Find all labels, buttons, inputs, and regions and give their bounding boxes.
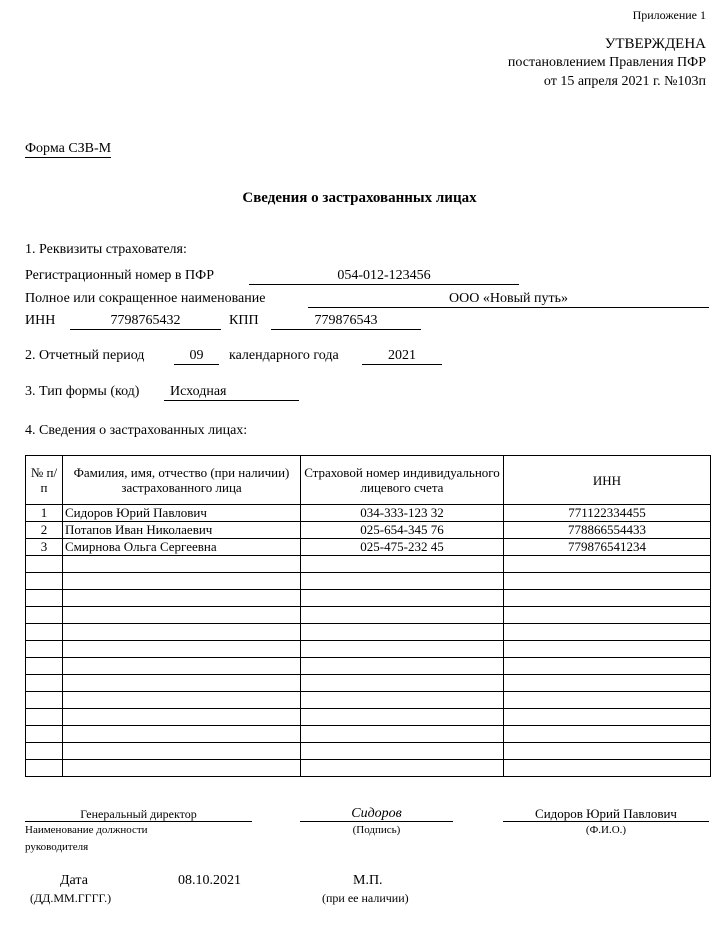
empty-row: [26, 573, 711, 590]
table-row: [26, 522, 711, 539]
empty-row: [26, 641, 711, 658]
fio-field: Сидоров Юрий Павлович: [503, 806, 709, 822]
col-inn: ИНН: [504, 456, 711, 505]
cell-inn: 778866554433: [504, 522, 711, 539]
date-label: Дата: [60, 873, 88, 888]
approved-date: от 15 апреля 2021 г. №103п: [543, 74, 706, 89]
section1-heading: 1. Реквизиты страхователя:: [25, 242, 187, 257]
empty-row: [26, 658, 711, 675]
cell-fio: Сидоров Юрий Павлович: [63, 505, 301, 522]
position-caption-2: руководителя: [25, 841, 89, 853]
col-number: № п/п: [26, 456, 63, 505]
stamp-caption: (при ее наличии): [322, 891, 409, 905]
section4-heading: 4. Сведения о застрахованных лицах:: [25, 423, 248, 438]
signature-field: Сидоров: [300, 806, 453, 822]
cell-snils: 025-654-345 76: [301, 522, 504, 539]
inn-field: 7798765432: [70, 313, 221, 330]
empty-row: [26, 692, 711, 709]
empty-row: [26, 624, 711, 641]
fio-caption: (Ф.И.О.): [585, 824, 627, 836]
cell-snils: 034-333-123 32: [301, 505, 504, 522]
empty-row: [26, 607, 711, 624]
empty-row: [26, 743, 711, 760]
empty-row: [26, 590, 711, 607]
table-row: [26, 539, 711, 556]
cell-inn: 771122334455: [504, 505, 711, 522]
table-row: [26, 505, 711, 522]
empty-row: [26, 709, 711, 726]
name-label: Полное или сокращенное наименование: [25, 291, 266, 306]
col-fio: Фамилия, имя, отчество (при наличии) застрахованного лица: [63, 456, 301, 505]
cell-inn: 779876541234: [504, 539, 711, 556]
page-title: Сведения о застрахованных лицах: [242, 190, 477, 206]
empty-row: [26, 675, 711, 692]
inn-label: ИНН: [25, 313, 56, 328]
form-type-field: Исходная: [164, 384, 299, 401]
position-field: Генеральный директор: [25, 807, 252, 822]
company-name-field: ООО «Новый путь»: [308, 291, 709, 308]
approved-label: УТВЕРЖДЕНА: [604, 36, 706, 52]
cell-fio: Смирнова Ольга Сергеевна: [63, 539, 301, 556]
cell-snils: 025-475-232 45: [301, 539, 504, 556]
cell-number: 2: [26, 522, 63, 539]
form-type-label: 3. Тип формы (код): [25, 384, 140, 399]
cell-number: 1: [26, 505, 63, 522]
kpp-label: КПП: [229, 313, 259, 328]
empty-row: [26, 760, 711, 777]
col-snils: Страховой номер индивидуального лицевого счета: [301, 456, 504, 505]
stamp-label: М.П.: [353, 873, 383, 888]
approved-by: постановлением Правления ПФР: [507, 55, 706, 70]
cell-fio: Потапов Иван Николаевич: [63, 522, 301, 539]
cell-number: 3: [26, 539, 63, 556]
kpp-field: 779876543: [271, 313, 421, 330]
insured-persons-table: [25, 455, 711, 777]
period-label: 2. Отчетный период: [25, 348, 145, 363]
year-field: 2021: [362, 348, 442, 365]
position-caption: Наименование должности: [25, 824, 148, 836]
empty-row: [26, 556, 711, 573]
period-field: 09: [174, 348, 219, 365]
reg-label: Регистрационный номер в ПФР: [25, 268, 214, 283]
signature-caption: (Подпись): [352, 824, 401, 836]
appendix-label: Приложение 1: [632, 8, 706, 22]
year-label: календарного года: [229, 348, 339, 363]
reg-number-field: 054-012-123456: [249, 268, 519, 285]
table-header-row: [26, 456, 711, 505]
empty-row: [26, 726, 711, 743]
date-format: (ДД.ММ.ГГГГ.): [30, 891, 112, 905]
date-value: 08.10.2021: [178, 873, 241, 888]
form-name: Форма СЗВ-М: [25, 141, 112, 156]
